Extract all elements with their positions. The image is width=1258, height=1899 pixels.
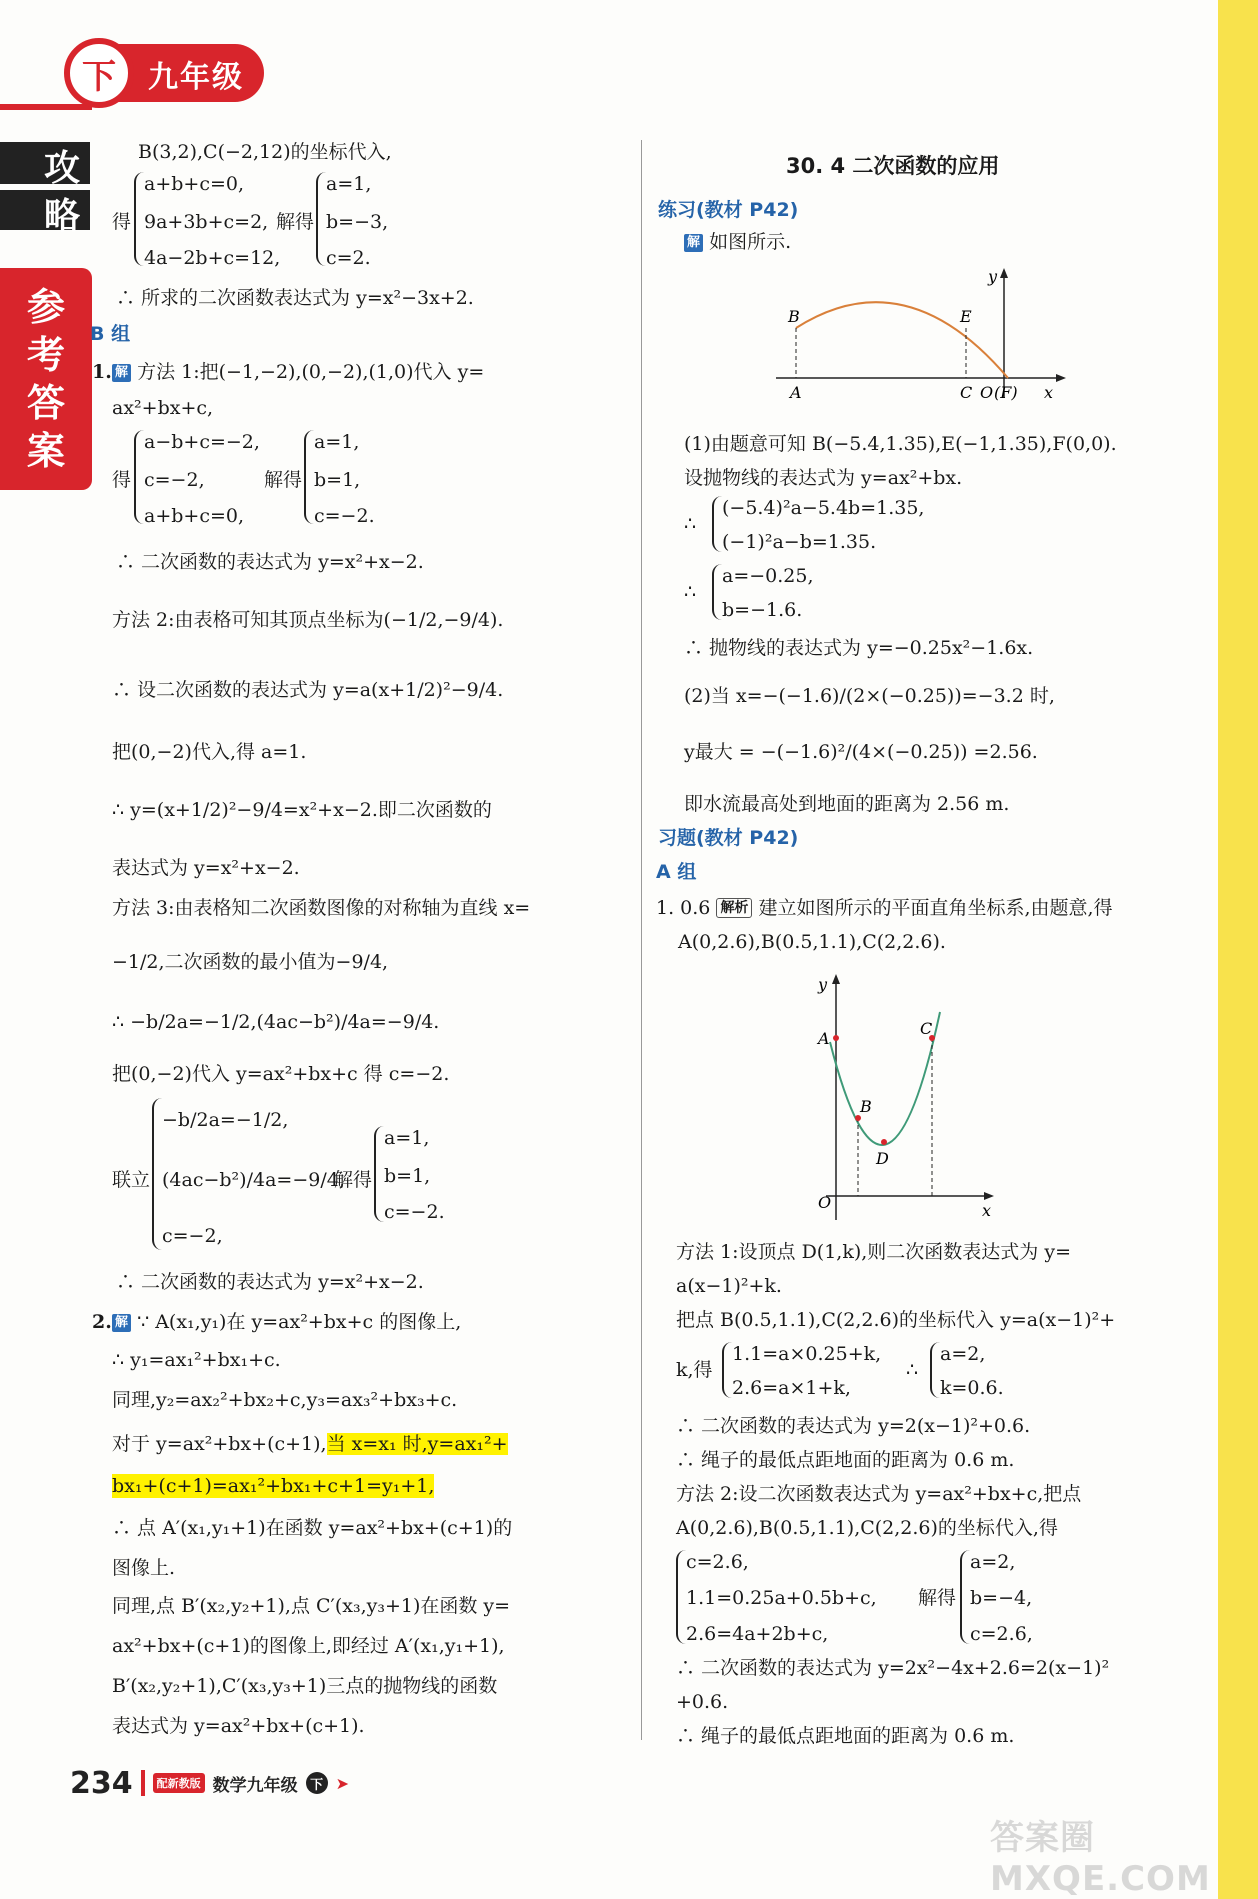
footer-separator xyxy=(141,1770,145,1796)
text-line: 方法 2:设二次函数表达式为 y=ax²+bx+c,把点 xyxy=(676,1483,1082,1505)
x-axis-arrow xyxy=(984,1192,994,1200)
y-axis-arrow xyxy=(1000,268,1008,278)
brace xyxy=(712,496,722,552)
equation: a=1, xyxy=(384,1127,430,1149)
tab-char: 案 xyxy=(26,429,65,473)
volume-circle: 下 xyxy=(306,1772,328,1794)
parabola-figure-2 xyxy=(806,972,1006,1222)
equation: a=−0.25, xyxy=(722,565,814,587)
text-line: y最大 = −(−1.6)²/(4×(−0.25)) =2.56. xyxy=(684,741,1038,763)
equation: a−b+c=−2, xyxy=(144,431,260,453)
text-line: 方法 3:由表格知二次函数图像的对称轴为直线 x= xyxy=(112,897,531,919)
equation: a=2, xyxy=(940,1343,986,1365)
label-y: y xyxy=(818,975,828,994)
equation: a+b+c=0, xyxy=(144,505,245,527)
text-line: a(x−1)²+k. xyxy=(676,1275,782,1297)
column-divider xyxy=(641,140,642,1740)
side-tab-char-1: 攻 xyxy=(44,148,81,189)
text: 对于 y=ax²+bx+(c+1), xyxy=(112,1433,327,1455)
text-line: 解得 xyxy=(264,469,303,491)
brace xyxy=(960,1550,970,1644)
brace xyxy=(316,172,326,266)
equation: c=2. xyxy=(326,247,371,269)
brace xyxy=(374,1126,384,1222)
y-axis-arrow xyxy=(832,974,840,984)
text-line xyxy=(656,896,1113,920)
text-line: 联立 xyxy=(112,1169,151,1191)
equation: (4ac−b²)/4a=−9/4, xyxy=(162,1169,345,1191)
text: 建立如图所示的平面直角坐标系,由题意,得 xyxy=(758,897,1113,919)
equation: 9a+3b+c=2, xyxy=(144,211,269,233)
text-line: ∴ −b/2a=−1/2,(4ac−b²)/4a=−9/4. xyxy=(112,1011,440,1033)
page-edge-strip xyxy=(1218,0,1258,1899)
text-line: ∴ 设二次函数的表达式为 y=a(x+1/2)²−9/4. xyxy=(112,679,504,701)
brace xyxy=(134,172,144,266)
page-footer xyxy=(70,1766,349,1800)
label-C: C xyxy=(960,383,973,402)
text-line: 即水流最高处到地面的距离为 2.56 m. xyxy=(684,793,1010,815)
text-line: ∴ 点 A′(x₁,y₁+1)在函数 y=ax²+bx+(c+1)的 xyxy=(112,1517,513,1539)
text-line: 同理,y₂=ax₂²+bx₂+c,y₃=ax₃²+bx₃+c. xyxy=(112,1389,458,1411)
equation: 4a−2b+c=12, xyxy=(144,247,281,269)
text-line: ax²+bx+(c+1)的图像上,即经过 A′(x₁,y₁+1), xyxy=(112,1635,505,1657)
tab-char: 参 xyxy=(26,285,65,329)
label-x: x xyxy=(1044,383,1054,402)
solution-tag: 解 xyxy=(112,364,131,382)
equation: (−5.4)²a−5.4b=1.35, xyxy=(722,497,925,519)
label-A: A xyxy=(818,1029,830,1048)
equation: k=0.6. xyxy=(940,1377,1004,1399)
label-x: x xyxy=(982,1201,992,1220)
equation: 1.1=0.25a+0.5b+c, xyxy=(686,1587,877,1609)
therefore-symbol: ∴ xyxy=(684,581,697,603)
solution-tag: 解 xyxy=(684,234,703,252)
text-line: 得 xyxy=(112,469,132,491)
brace xyxy=(676,1550,686,1644)
label-B: B xyxy=(860,1097,872,1116)
equation: (−1)²a−b=1.35. xyxy=(722,531,877,553)
label-E: E xyxy=(960,307,972,326)
text-line: 同理,点 B′(x₂,y₂+1),点 C′(x₃,y₃+1)在函数 y= xyxy=(112,1595,511,1617)
section-title: 30. 4 二次函数的应用 xyxy=(786,154,1000,178)
text-line: ∴ 二次函数的表达式为 y=2x²−4x+2.6=2(x−1)² xyxy=(676,1657,1110,1679)
equation: −b/2a=−1/2, xyxy=(162,1109,289,1131)
equation: b=−3, xyxy=(326,211,389,233)
brace xyxy=(152,1098,162,1250)
solution-tag: 解 xyxy=(112,1314,131,1332)
text-line: ∴ 抛物线的表达式为 y=−0.25x²−1.6x. xyxy=(684,637,1034,659)
text-line xyxy=(112,1432,508,1456)
reference-answers-tab xyxy=(0,268,92,490)
text-line: ax²+bx+c, xyxy=(112,397,214,419)
arrow-icon: ➤ xyxy=(335,1773,350,1793)
equation: 1.1=a×0.25+k, xyxy=(732,1343,882,1365)
equation: b=1, xyxy=(384,1165,431,1187)
text-line: B′(x₂,y₂+1),C′(x₃,y₃+1)三点的抛物线的函数 xyxy=(112,1675,498,1697)
point-A xyxy=(833,1035,839,1041)
question-number: 2. xyxy=(92,1311,112,1333)
brace xyxy=(304,430,314,524)
text-line: ∴ 二次函数的表达式为 y=x²+x−2. xyxy=(116,551,424,573)
label-F: (F) xyxy=(994,383,1018,402)
text-line: 方法 2:由表格可知其顶点坐标为(−1/2,−9/4). xyxy=(112,609,504,631)
label-O: O xyxy=(818,1193,832,1212)
text-line: A(0,2.6),B(0.5,1.1),C(2,2.6). xyxy=(678,931,946,953)
exercise-heading: 练习(教材 P42) xyxy=(658,199,799,221)
question-number: 1. xyxy=(92,361,112,383)
text-line: 方法 1:设顶点 D(1,k),则二次函数表达式为 y= xyxy=(676,1241,1072,1263)
group-heading: A 组 xyxy=(656,861,697,883)
tab-char: 答 xyxy=(26,381,65,425)
text-line: ∴ 绳子的最低点距地面的距离为 0.6 m. xyxy=(676,1449,1015,1471)
x-axis-arrow xyxy=(1056,374,1066,382)
brace xyxy=(722,1342,732,1398)
text-line: ∴ y₁=ax₁²+bx₁+c. xyxy=(112,1349,281,1371)
side-tab-char-2: 略 xyxy=(44,196,81,237)
text-line: 设抛物线的表达式为 y=ax²+bx. xyxy=(684,467,963,489)
text-line: A(0,2.6),B(0.5,1.1),C(2,2.6)的坐标代入,得 xyxy=(676,1517,1058,1539)
volume-badge: 下 xyxy=(64,38,134,108)
text-line xyxy=(112,360,484,384)
brace xyxy=(134,430,144,524)
equation: c=2.6, xyxy=(686,1551,749,1573)
equation: c=2.6, xyxy=(970,1623,1033,1645)
grade-label: 九年级 xyxy=(148,60,244,95)
text-line: 解得 xyxy=(334,1169,373,1191)
text-line: (1)由题意可知 B(−5.4,1.35),E(−1,1.35),F(0,0). xyxy=(684,433,1117,455)
text-line: 表达式为 y=x²+x−2. xyxy=(112,857,300,879)
equation: c=−2, xyxy=(162,1225,223,1247)
equation: c=−2. xyxy=(384,1201,445,1223)
label-C: C xyxy=(920,1019,933,1038)
text: 方法 1:把(−1,−2),(0,−2),(1,0)代入 y= xyxy=(137,361,485,383)
text-line: 表达式为 y=ax²+bx+(c+1). xyxy=(112,1715,365,1737)
label-y: y xyxy=(988,268,998,286)
text-line: B(3,2),C(−2,12)的坐标代入, xyxy=(138,141,392,163)
text-line: ∴ 所求的二次函数表达式为 y=x²−3x+2. xyxy=(116,287,474,309)
text-line: 得 xyxy=(112,211,132,233)
equation: b=−4, xyxy=(970,1587,1033,1609)
subject-label: 数学九年级 xyxy=(212,1775,298,1796)
label-B: B xyxy=(788,307,800,326)
equation: b=1, xyxy=(314,469,361,491)
label-D: D xyxy=(876,1149,889,1168)
tab-char: 考 xyxy=(26,333,65,377)
homework-heading: 习题(教材 P42) xyxy=(658,827,799,849)
therefore-symbol: ∴ xyxy=(684,513,697,535)
equation: b=−1.6. xyxy=(722,599,803,621)
parabola-figure-1 xyxy=(776,268,1076,408)
therefore-symbol: ∴ xyxy=(906,1359,919,1381)
text: ∵ A(x₁,y₁)在 y=ax²+bx+c 的图像上, xyxy=(137,1311,462,1333)
equation: a=2, xyxy=(970,1551,1016,1573)
header-rule xyxy=(0,104,92,110)
edition-badge: 配新教版 xyxy=(153,1773,205,1793)
text-line: ∴ 二次函数的表达式为 y=2(x−1)²+0.6. xyxy=(676,1415,1031,1437)
text: 如图所示. xyxy=(709,231,792,253)
text-line: −1/2,二次函数的最小值为−9/4, xyxy=(112,951,389,973)
analysis-tag: 解析 xyxy=(716,898,752,918)
highlighted-text: 当 x=x₁ 时,y=ax₁²+ xyxy=(326,1433,508,1455)
brace xyxy=(712,564,722,620)
equation: c=−2, xyxy=(144,469,205,491)
text-line: 图像上. xyxy=(112,1557,176,1579)
page-number: 234 xyxy=(70,1765,133,1801)
highlighted-text: bx₁+(c+1)=ax₁²+bx₁+c+1=y₁+1, xyxy=(112,1475,435,1497)
group-heading: B 组 xyxy=(90,323,131,345)
text-line: 解得 xyxy=(918,1587,957,1609)
text-line xyxy=(112,1310,461,1334)
label-A: A xyxy=(790,383,802,402)
text-line: k,得 xyxy=(676,1359,713,1381)
text-line: 解得 xyxy=(276,211,315,233)
equation: 2.6=a×1+k, xyxy=(732,1377,851,1399)
equation: a=1, xyxy=(314,431,360,453)
brace xyxy=(930,1342,940,1398)
equation: c=−2. xyxy=(314,505,375,527)
watermark: 答案圈 MXQE.COM xyxy=(990,1818,1211,1899)
answer-number: 1. 0.6 xyxy=(656,897,711,919)
water-flow-curve xyxy=(796,302,1008,378)
text-line: ∴ 二次函数的表达式为 y=x²+x−2. xyxy=(116,1271,424,1293)
text-line: 把点 B(0.5,1.1),C(2,2.6)的坐标代入 y=a(x−1)²+ xyxy=(676,1309,1116,1331)
point-D xyxy=(881,1139,887,1145)
text-line: 把(0,−2)代入 y=ax²+bx+c 得 c=−2. xyxy=(112,1063,450,1085)
text-line: (2)当 x=−(−1.6)/(2×(−0.25))=−3.2 时, xyxy=(684,685,1055,707)
text-line: 把(0,−2)代入,得 a=1. xyxy=(112,741,307,763)
label-O: O xyxy=(980,383,994,402)
text-line: ∴ y=(x+1/2)²−9/4=x²+x−2.即二次函数的 xyxy=(112,799,492,821)
text-line xyxy=(684,230,791,254)
text-line: ∴ 绳子的最低点距地面的距离为 0.6 m. xyxy=(676,1725,1015,1747)
equation: a=1, xyxy=(326,173,372,195)
equation: 2.6=4a+2b+c, xyxy=(686,1623,829,1645)
text-line: +0.6. xyxy=(676,1691,729,1713)
equation: a+b+c=0, xyxy=(144,173,245,195)
